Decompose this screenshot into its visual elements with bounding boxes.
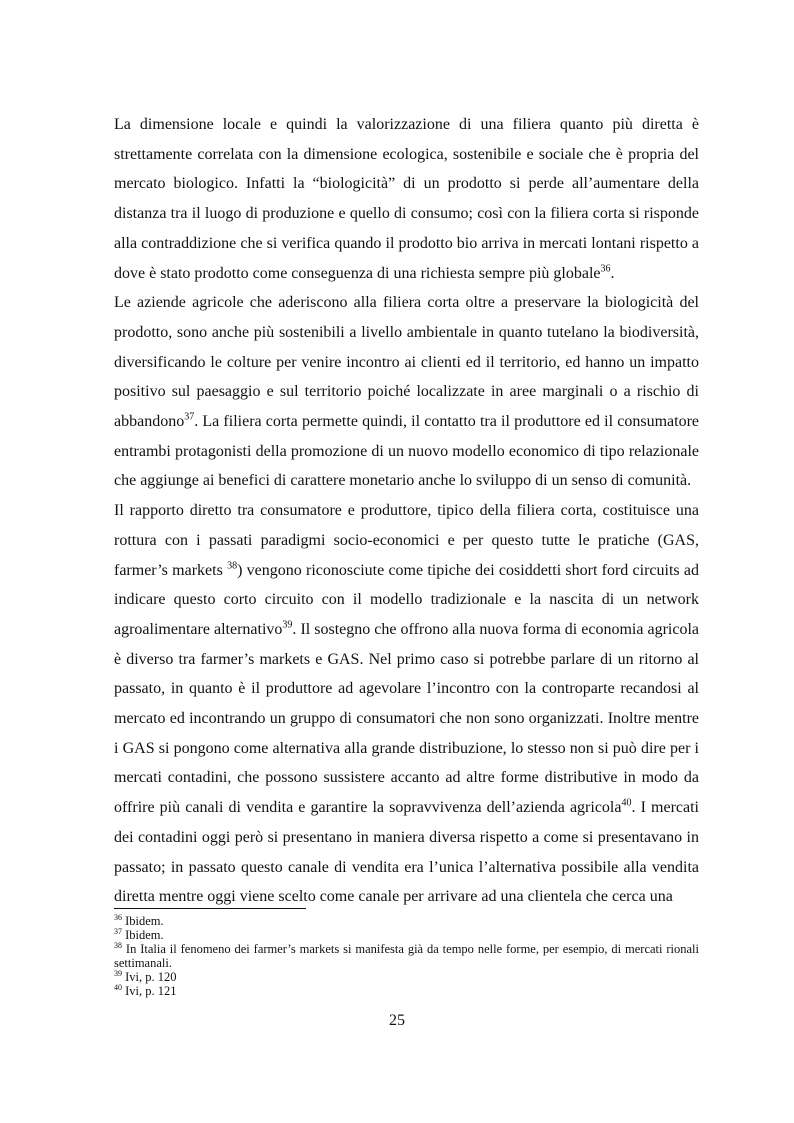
footnote-separator [114,908,306,909]
page-number: 25 [389,1012,405,1029]
footnote-number: 37 [114,926,122,936]
paragraph [114,288,699,496]
paragraph [114,110,699,288]
footnote [114,970,699,984]
paragraph-text: . La filiera corta permette quindi, il contatto tra il produttore ed il consumatore entrambi protagonisti della promozione di un nuovo modello economico di tipo relazionale che aggiunge ai benefici di carattere monetario anche lo sviluppo di un senso di comunità. [114,413,699,490]
paragraph-text: La dimensione locale e quindi la valorizzazione di una filiera quanto più diretta è strettamente correlata con la dimensione ecologica, sostenibile e sociale che è propria del mercato biologico. Infatti la “biologicità” di un prodotto si perde all’aumentare della distanza tra il luogo di produzione e quello di consumo; così con la filiera corta si risponde alla contraddizione che si verifica quando il prodotto bio arriva in mercati lontani rispetto a dove è stato prodotto come conseguenza di una richiesta sempre più globale [114,116,699,282]
footnote-number: 38 [114,940,122,950]
footnote-text: In Italia il fenomeno dei farmer’s markets si manifesta già da tempo nelle forme, per esempio, di mercati rionali settimanali. [114,942,700,970]
footnote-text: Ivi, p. 121 [125,984,177,998]
footnote-ref[interactable]: 39 [282,619,293,631]
paragraph-text: ) vengono riconosciute come tipiche dei cosiddetti short ford circuits ad indicare questo corto circuito con il modello tradizionale e la nascita di un network agroalimentare alternativo [114,561,700,638]
footnote-number: 39 [114,968,122,978]
footnote-text: Ibidem. [125,914,164,928]
paragraph-text: . I mercati dei contadini oggi però si presentano in maniera diversa rispetto a come si presentavano in passato; in passato questo canale di vendita era l’unica l’alternativa possibile alla vendita diretta mentre oggi viene scelto come canale per arrivare ad una clientela che cerca una [114,799,700,906]
paragraph-text: Il rapporto diretto tra consumatore e produttore, tipico della filiera corta, costituisce una rottura con i passati paradigmi socio-economici e per questo tutte le pratiche (GAS, farmer’s markets [114,502,699,579]
footnote-number: 36 [114,912,122,922]
footnote [114,942,699,970]
footnote-ref[interactable]: 37 [184,411,195,423]
body-text [114,110,699,912]
paragraph-text: . [610,264,615,282]
footnote [114,984,699,998]
footnote-ref[interactable]: 36 [600,263,611,275]
footnote [114,928,699,942]
footnote-number: 40 [114,982,122,992]
footnote [114,914,699,928]
footnote-text: Ibidem. [125,928,164,942]
footnote-ref[interactable]: 38 [227,560,238,572]
footnote-ref[interactable]: 40 [621,797,632,809]
paragraph-text: . Il sostegno che offrono alla nuova forma di economia agricola è diverso tra farmer’s markets e GAS. Nel primo caso si potrebbe parlare di un ritorno al passato, in quanto è il produttore ad agevolare l’incontro con la controparte recandosi al mercato ed incontrando un gruppo di consumatori che non sono organizzati. Inoltre mentre i GAS si pongono come alternativa alla grande distribuzione, lo stesso non si può dire per i mercati contadini, che possono sussistere accanto ad altre forme distributive in modo da offrire più canali di vendita e garantire la sopravvivenza dell’azienda agricola [114,620,700,817]
footnote-text: Ivi, p. 120 [125,970,177,984]
footnotes [114,914,699,998]
paragraph [114,496,699,912]
paragraph-text: Le aziende agricole che aderiscono alla filiera corta oltre a preservare la biologicità del prodotto, sono anche più sostenibili a livello ambientale in quanto tutelano la biodiversità, diversificando le colture per venire incontro ai clienti ed il territorio, ed hanno un impatto positivo sul paesaggio e sul territorio poiché localizzate in aree marginali o a rischio di abbandono [114,294,699,431]
